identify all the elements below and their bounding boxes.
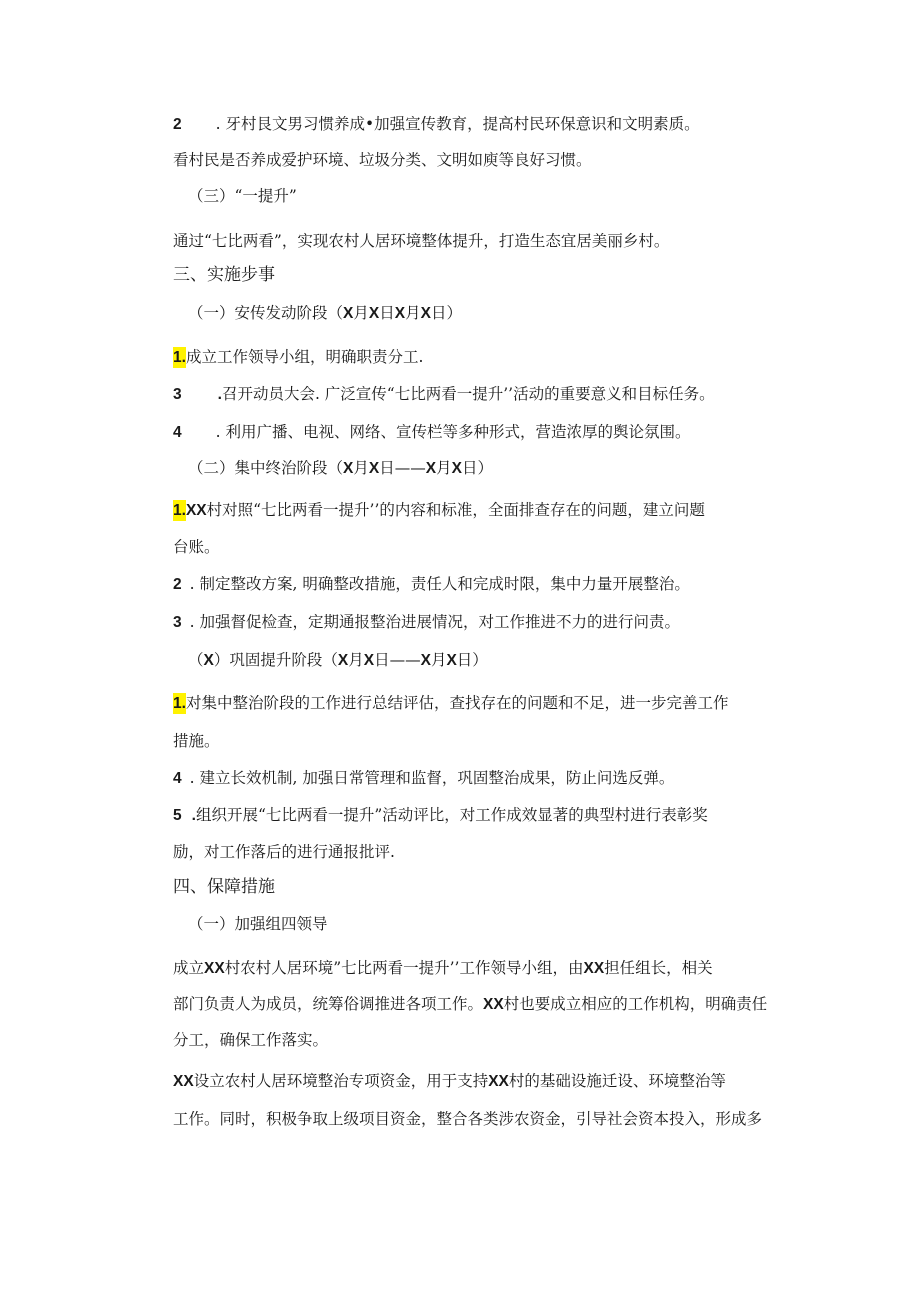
line-text: 村对照“七比两看一提升’’的内容和标准，全面排查存在的问题，建立问题 [206, 501, 705, 519]
section-heading: 三、实施步事 [173, 265, 275, 284]
line-text: . 加强督促检查，定期通报整治进展情况，对工作推进不力的进行问责。 [189, 613, 680, 631]
line-text: . 利用广播、电视、网络、宣传栏等多种形式，营造浓厚的舆论氛围。 [215, 423, 691, 441]
text-line [173, 422, 690, 443]
text-line: 成立XX村农村人居环境”七比两看一提升’’工作领导小组，由XX担任组长，相关 [173, 959, 713, 977]
list-number: 5 [173, 807, 182, 824]
section-heading: 四、保障措施 [173, 877, 275, 896]
text-line: 3 .召开动员大会. 广泛宣传“七比两看一提升’’活动的重要意义和目标任务。 [173, 385, 715, 403]
line-text: 组织开展“七比两看一提升”活动评比，对工作成效显著的典型村进行表彰奖 [195, 806, 708, 824]
text-line: 工作。同时，积极争取上级项目资金，整合各类涉农资金，引导社会资本投入，形成多 [173, 1110, 763, 1128]
subsection-heading: （二）集中终治阶段（X月X日——X月X日） [188, 459, 493, 477]
text-line [173, 114, 700, 135]
text-line [173, 574, 690, 595]
list-number: 2 [173, 116, 182, 133]
list-number-highlighted: 1. [173, 502, 186, 519]
text-line: XX设立农村人居环境整治专项资金，用于支持XX村的基础设施迁设、环境整治等 [173, 1072, 726, 1090]
list-number: 2 [173, 576, 182, 593]
list-number-highlighted: 1. [173, 695, 186, 712]
list-number: 3 [173, 386, 182, 403]
text-line [173, 768, 674, 789]
text-line: 5 .组织开展“七比两看一提升”活动评比，对工作成效显著的典型村进行表彰奖 [173, 806, 708, 824]
subsection-heading: （一）加强组四领导 [188, 915, 328, 933]
line-text: . 制定整改方案, 明确整改措施，责任人和完成时限，集中力量开展整治。 [189, 575, 690, 593]
text-line: 分工，确保工作落实。 [173, 1031, 329, 1049]
list-number: 4 [173, 770, 182, 787]
subsection-heading: （X）巩固提升阶段（X月X日——X月X日） [188, 651, 488, 669]
subsection-heading: （一）安传发动阶段（X月X日X月X日） [188, 304, 462, 322]
list-number-highlighted: 1. [173, 349, 186, 366]
subsection-heading: （三）“一提升” [188, 187, 297, 205]
text-line [173, 612, 680, 633]
line-text: 对集中整治阶段的工作进行总结评估，查找存在的问题和不足，进一步完善工作 [185, 694, 729, 712]
text-line [173, 693, 728, 714]
text-line: 看村民是否养成爱护环境、垃圾分类、文明如庾等良好习惯。 [173, 151, 592, 169]
text-line: 通过“七比两看”，实现农村人居环境整体提升，打造生态宜居美丽乡村。 [173, 232, 670, 250]
text-line: 励，对工作落后的进行通报批评. [173, 843, 395, 861]
text-line: 台账。 [173, 538, 220, 556]
line-text: 成立工作领导小组，明确职责分工. [185, 348, 424, 366]
text-line: 部门负责人为成员，统筹俗调推进各项工作。XX村也要成立相应的工作机构，明确责任 [173, 995, 768, 1013]
line-text: . 建立长效机制, 加强日常管理和监督，巩固整治成果，防止问选反弹。 [189, 769, 675, 787]
line-text: . 牙村艮文男习惯养成•加强宣传教育，提高村民环保意识和文明素质。 [215, 115, 700, 133]
text-line: 措施。 [173, 732, 220, 750]
text-line [173, 347, 423, 368]
list-number: 3 [173, 614, 182, 631]
line-text: 召开动员大会. 广泛宣传“七比两看一提升’’活动的重要意义和目标任务。 [221, 385, 715, 403]
text-line: 1.XX村对照“七比两看一提升’’的内容和标准，全面排查存在的问题，建立问题 [173, 501, 705, 519]
list-number: 4 [173, 424, 182, 441]
